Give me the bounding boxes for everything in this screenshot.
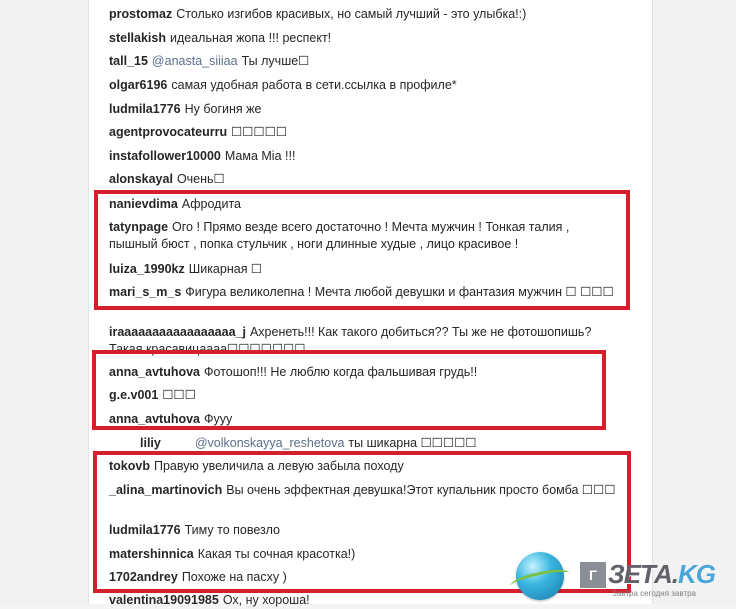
comment-mention[interactable]: @volkonskayya_reshetova: [194, 436, 345, 450]
comment-username[interactable]: g.e.v001: [109, 388, 159, 402]
comment-text: Очень☐: [176, 172, 225, 186]
comment-row: [109, 482, 619, 499]
comment-username[interactable]: tatynpage: [109, 220, 169, 234]
comment-text: Шикарная ☐: [188, 262, 263, 276]
comment-text: ☐☐☐☐☐: [231, 125, 288, 139]
comment-username[interactable]: olgar6196: [109, 78, 168, 92]
comment-mention[interactable]: @anasta_siiiaa: [151, 54, 238, 68]
globe-logo-icon: [516, 552, 564, 600]
comment-row: [109, 171, 629, 188]
comment-text: Мама Mia !!!: [224, 149, 296, 163]
comment-row: [140, 435, 660, 452]
comment-text: Фууу: [204, 412, 233, 426]
comment-username[interactable]: matershinnica: [109, 547, 194, 561]
comment-text: Афродита: [181, 197, 241, 211]
comment-username[interactable]: prostomaz: [109, 7, 173, 21]
comment-row-clipped: [109, 340, 629, 348]
comment-row: [109, 261, 629, 278]
comment-row: [109, 284, 629, 301]
comment-username[interactable]: iraaaaaaaaaaaaaaaaa_j: [109, 325, 246, 339]
comment-username[interactable]: mari_s_m_s: [109, 285, 182, 299]
comment-username[interactable]: nanievdima: [109, 197, 178, 211]
site-watermark: [516, 548, 736, 604]
comment-username[interactable]: instafollower10000: [109, 149, 221, 163]
comment-username[interactable]: ludmila1776: [109, 523, 181, 537]
comment-username[interactable]: valentina19091985: [109, 593, 219, 607]
comment-row: [109, 522, 629, 539]
watermark-name-main: ЗЕТА.: [608, 559, 678, 589]
comment-text: самая удобная работа в сети.ссылка в профиле*: [171, 78, 457, 92]
comment-row: [109, 148, 629, 165]
comment-username[interactable]: ludmila1776: [109, 102, 181, 116]
comment-row: [109, 196, 629, 213]
comment-text: Фотошоп!!! Не люблю когда фальшивая грудь!!: [204, 365, 478, 379]
comment-username[interactable]: 1702andrey: [109, 570, 178, 584]
watermark-name: [608, 559, 715, 590]
watermark-letter-box: Г: [580, 562, 606, 588]
comment-row: [109, 101, 629, 118]
comment-text: Фигура великолепна ! Мечта любой девушки и фантазия мужчин ☐ ☐☐☐: [185, 285, 614, 299]
comment-username[interactable]: tall_15: [109, 54, 148, 68]
comment-text: Ну богиня же: [184, 102, 262, 116]
comment-row: [109, 458, 629, 475]
comment-row: [109, 387, 629, 404]
comment-username[interactable]: agentprovocateurru: [109, 125, 228, 139]
comment-text: Ого ! Прямо везде всего достаточно ! Мечта мужчин ! Тонкая талия , пышный бюст , попка стульчик , ноги длинные худые , лицо красивое !: [109, 220, 570, 251]
comment-text: Правую увеличила а левую забыла походу: [153, 459, 404, 473]
comment-text: Ахренеть!!! Как такого добиться?? Ты же не фотошопишь? Такая красавицаааа☐☐☐☐☐☐☐: [109, 325, 592, 356]
comment-username[interactable]: luiza_1990kz: [109, 262, 185, 276]
comment-username[interactable]: liliy: [140, 436, 161, 450]
comment-row: [109, 364, 629, 381]
comment-username[interactable]: alonskayal: [109, 172, 173, 186]
comment-text: Столько изгибов красивых, но самый лучший - это улыбка!:): [176, 7, 527, 21]
watermark-tagline: Завтра сегодня завтра: [612, 589, 696, 598]
comment-username[interactable]: _alina_martinovich: [109, 483, 223, 497]
comment-username[interactable]: tokovb: [109, 459, 150, 473]
comment-row: [109, 124, 629, 141]
comment-row: [109, 77, 629, 94]
comment-text: Ох, ну хороша!: [222, 593, 310, 607]
watermark-name-accent: KG: [677, 559, 715, 589]
comment-username[interactable]: anna_avtuhova: [109, 412, 201, 426]
comment-text: Ты лучше☐: [241, 54, 310, 68]
comment-row: [109, 53, 629, 70]
comment-row: [109, 219, 619, 253]
comment-row: [109, 6, 629, 23]
comment-text: Похоже на пасху ): [181, 570, 287, 584]
comment-row: [109, 30, 629, 47]
comment-text: ты шикарна ☐☐☐☐☐: [348, 436, 477, 450]
comment-text: Вы очень эффектная девушка!Этот купальник просто бомба ☐☐☐: [226, 483, 616, 497]
comment-row: [109, 411, 629, 428]
comment-text: ☐☐☐: [162, 388, 196, 402]
comment-text: Какая ты сочная красотка!): [197, 547, 356, 561]
comment-text: идеальная жопа !!! респект!: [169, 31, 332, 45]
comment-username[interactable]: anna_avtuhova: [109, 365, 201, 379]
comment-text: Тиму то повезло: [184, 523, 280, 537]
comment-username[interactable]: stellakish: [109, 31, 166, 45]
